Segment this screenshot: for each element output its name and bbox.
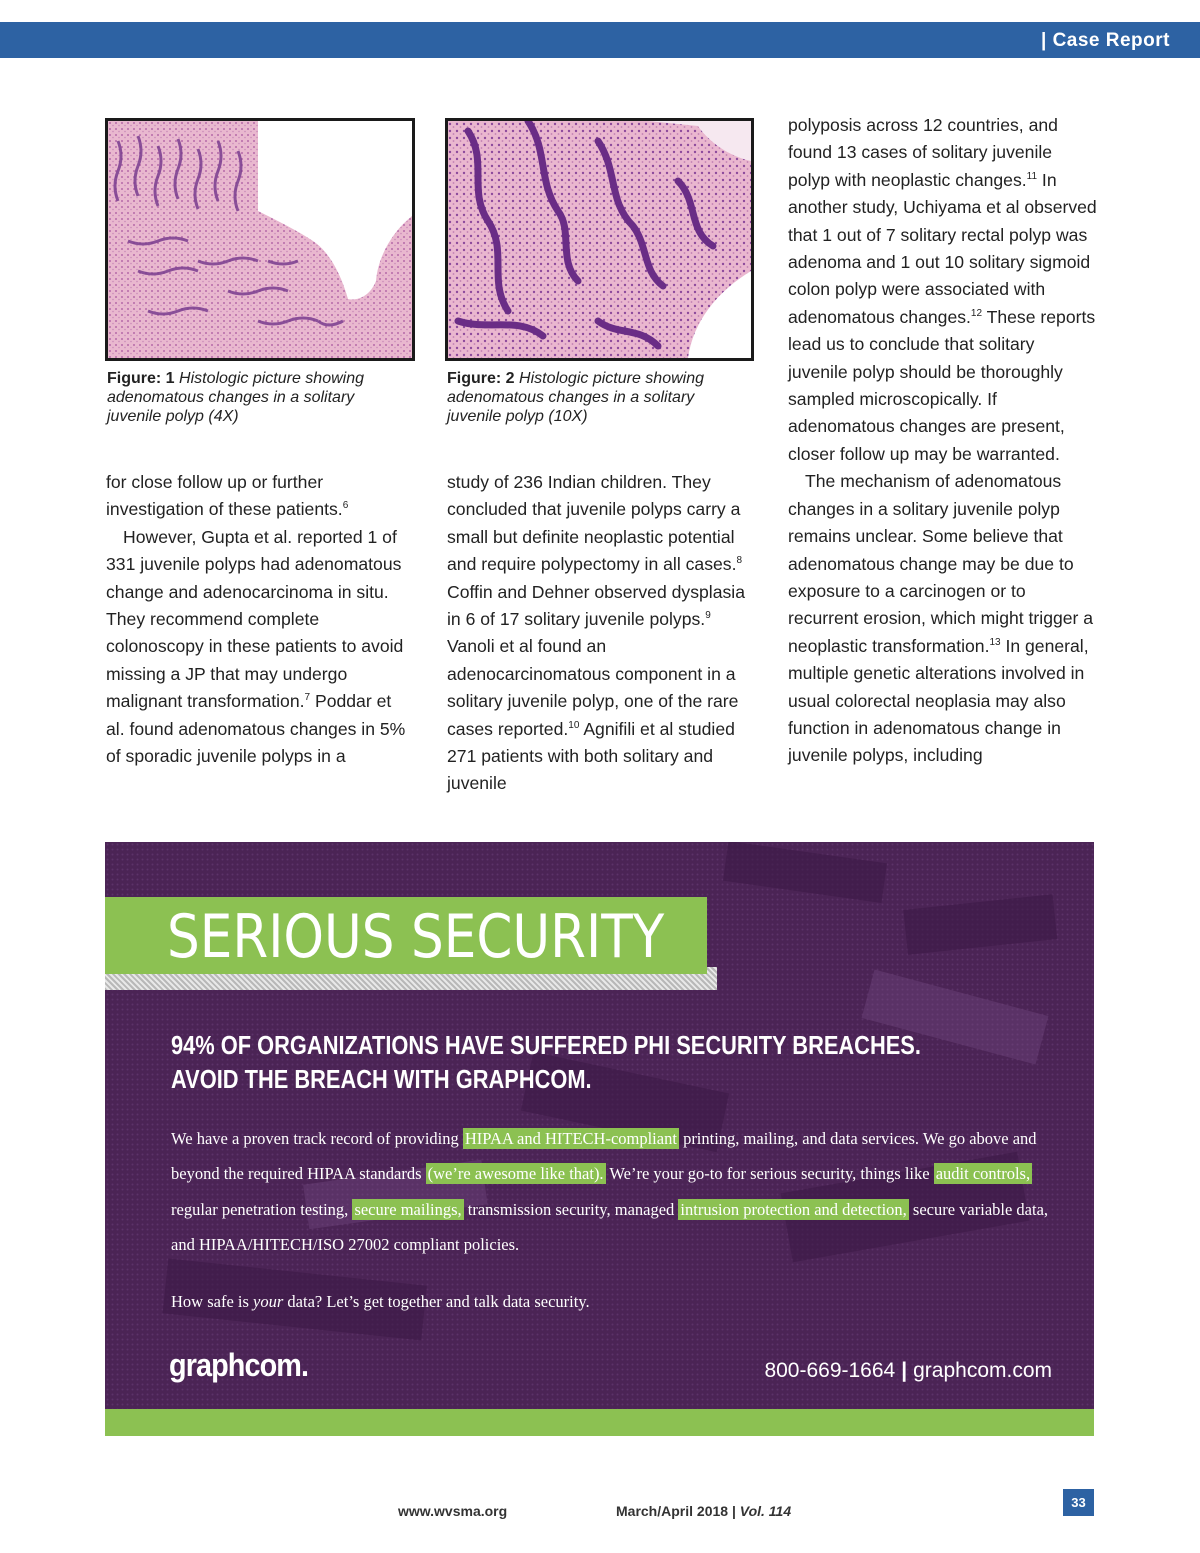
contact-divider: | bbox=[901, 1359, 908, 1382]
figure-1-caption-text: Histologic picture showing adenomatous changes in a solitary juvenile polyp (4X) bbox=[107, 370, 364, 425]
column-3 bbox=[788, 112, 1098, 770]
header-bar bbox=[0, 22, 1200, 58]
highlight-audit: audit controls, bbox=[935, 1164, 1031, 1184]
graphcom-advertisement bbox=[105, 842, 1094, 1436]
figure-1-label: Figure: 1 bbox=[107, 370, 175, 387]
ad-body-text: We have a proven track record of providing HIPAA and HITECH-compliant printing, mailing, and data services. We go above and beyond the required HIPAA standards (we’re awesome like that). We’re your go-to for serious security, things like audit controls, regular penetration testing, secure mailings, transmission security, managed intrusion protection and detection, secure variable data, and HIPAA/HITECH/ISO 27002 compliant policies. bbox=[171, 1129, 1049, 1254]
ad-contact bbox=[764, 1359, 1052, 1383]
ad-headline-line-2: AVOID THE BREACH WITH GRAPHCOM. bbox=[171, 1064, 592, 1094]
histology-image-2 bbox=[448, 121, 751, 358]
ad-bottom-bar bbox=[105, 1409, 1094, 1436]
col1-paragraph-2: However, Gupta et al. reported 1 of 331 juvenile polyps had adenomatous change and adenocarcinoma in situ. They recommend complete colonoscopy in these patients to avoid missing a JP that may undergo malignant transformation.$^7$ Poddar et al. found adenomatous changes in 5% of sporadic juvenile polyps in a bbox=[106, 526, 406, 767]
histology-image-1 bbox=[108, 121, 412, 358]
col3-paragraph-2: The mechanism of adenomatous changes in a solitary juvenile polyp remains unclear. Some believe that adenomatous change may be due to exposure to a carcinogen or to recurrent erosion, which might trigger a neoplastic transformation.$^{13}$ In general, multiple genetic alterations involved in usual colorectal neoplasia may also function in adenomatous change in juvenile polyps, including bbox=[788, 471, 1094, 766]
section-label: | Case Report bbox=[1040, 30, 1170, 51]
footer-issue: March/April 2018 | Vol. 114 bbox=[616, 1503, 792, 1519]
ad-headline bbox=[171, 1028, 921, 1096]
page-number: 33 bbox=[1063, 1489, 1094, 1516]
highlight-hipaa: HIPAA and HITECH-compliant bbox=[464, 1129, 677, 1148]
footer-website[interactable]: www.wvsma.org bbox=[398, 1503, 508, 1519]
highlight-awesome: (we’re awesome like that). bbox=[427, 1164, 604, 1184]
column-2 bbox=[447, 469, 757, 798]
col3-paragraph-1: polyposis across 12 countries, and found 13 cases of solitary juvenile polyp with neoplastic changes.$^{11}$ In another study, Uchiyama et al observed that 1 out of 7 solitary rectal polyp was adenoma and 1 out 10 solitary sigmoid colon polyp were associated with adenomatous changes.$^{12}$ These reports lead us to conclude that solitary juvenile polyp should be thoroughly sampled microscopically. If adenomatous changes are present, closer follow up may be warranted. bbox=[788, 115, 1097, 464]
ad-phone[interactable]: 800-669-1664 bbox=[764, 1359, 896, 1382]
col1-paragraph-1: for close follow up or further investigation of these patients.$^6$ bbox=[106, 472, 349, 520]
figure-1-caption bbox=[107, 369, 407, 426]
figure-2-caption bbox=[447, 369, 747, 426]
graphcom-logo: graphcom. bbox=[169, 1347, 309, 1383]
figure-1-image bbox=[105, 118, 415, 361]
highlight-mailings: secure mailings, bbox=[354, 1199, 462, 1219]
figure-2-caption-text: Histologic picture showing adenomatous changes in a solitary juvenile polyp (10X) bbox=[447, 370, 704, 425]
figure-2-label: Figure: 2 bbox=[447, 370, 515, 387]
ad-title: SERIOUS SECURITY bbox=[167, 902, 665, 972]
ad-question: How safe is your data? Let’s get together and talk data security. bbox=[171, 1292, 590, 1311]
col2-paragraph: study of 236 Indian children. They concluded that juvenile polyps carry a small but definite neoplastic potential and require polypectomy in all cases.$^8$ Coffin and Dehner observed dysplasia in 6 of 17 solitary juvenile polyps.$^9$ Vanoli et al found an adenocarcinomatous component in a solitary juvenile polyp, one of the rare cases reported.$^{10}$ Agnifili et al studied 271 patients with both solitary and juvenile bbox=[447, 472, 745, 794]
ad-headline-line-1: 94% OF ORGANIZATIONS HAVE SUFFERED PHI SECURITY BREACHES. bbox=[171, 1030, 921, 1060]
ad-website-link[interactable]: graphcom.com bbox=[913, 1359, 1052, 1382]
column-1 bbox=[106, 469, 406, 770]
figure-2-image bbox=[445, 118, 754, 361]
highlight-intrusion: intrusion protection and detection, bbox=[680, 1199, 907, 1219]
